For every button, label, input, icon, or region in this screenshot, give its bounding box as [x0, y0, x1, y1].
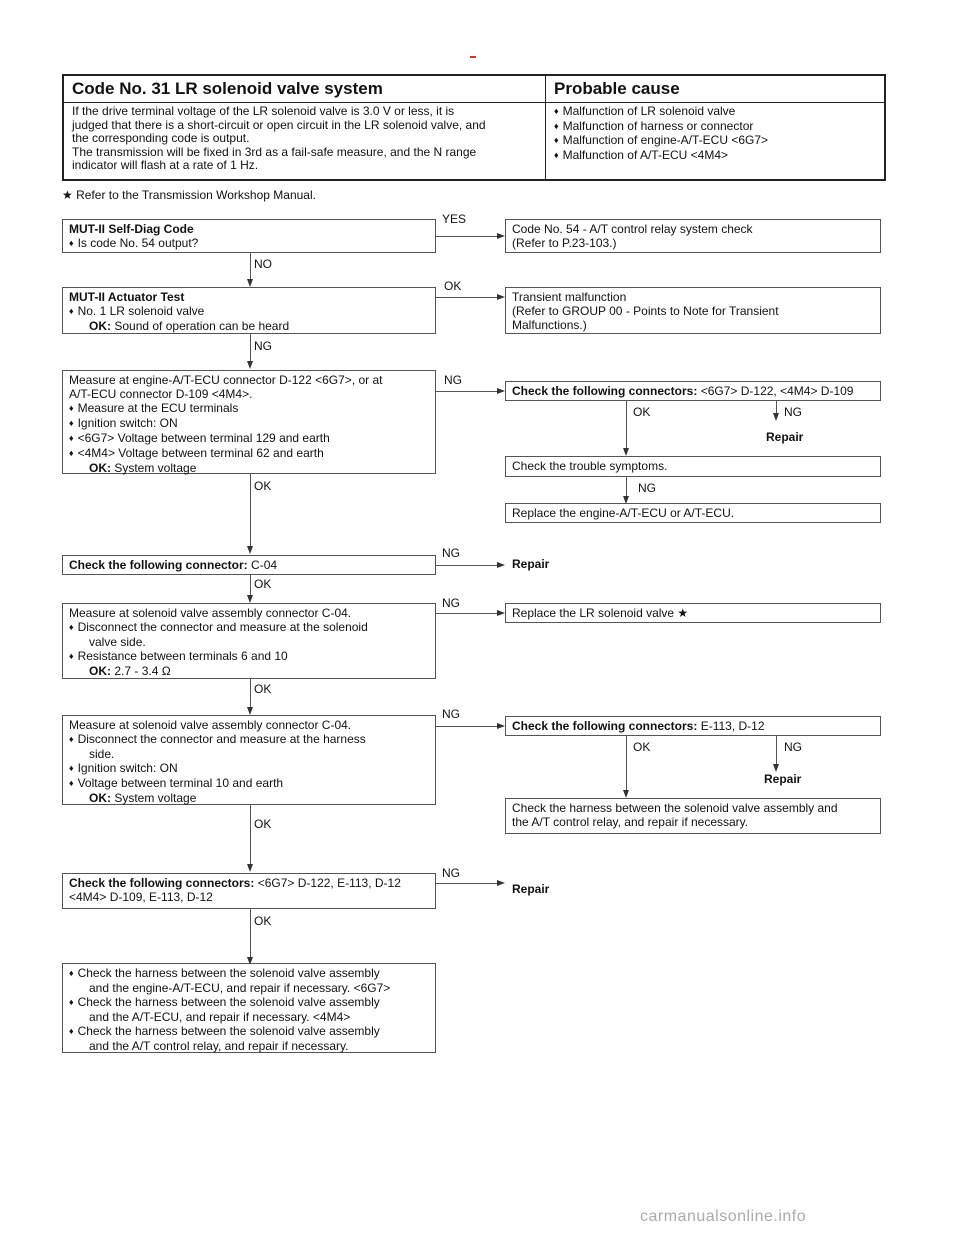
ng-label: NG [444, 373, 462, 387]
arrow-down [247, 707, 253, 715]
step-self-diag-code: MUT-II Self-Diag Code ♦ Is code No. 54 output? [62, 219, 436, 253]
arrow-down [623, 448, 629, 456]
ok-label: OK [633, 740, 651, 754]
connector-line [626, 477, 627, 496]
ng-label: NG [638, 481, 656, 495]
arrow-down [247, 546, 253, 554]
connector-line [436, 391, 498, 392]
step-measure-harness-voltage: Measure at solenoid valve assembly connector C-04. ♦ Disconnect the connector and measure at the harness side. ♦ Ignition switch: ON ♦ Voltage between terminal 10 and earth OK: System voltage [62, 715, 436, 805]
result-check-trouble-symptoms: Check the trouble symptoms. [505, 456, 881, 477]
step-measure-solenoid-resistance: Measure at solenoid valve assembly connector C-04. ♦ Disconnect the connector and measure at the solenoid valve side. ♦ Resistance between terminals 6 and 10 OK: 2.7 - 3.4 Ω [62, 603, 436, 679]
repair-label: Repair [512, 882, 550, 896]
step-check-connector-c04: Check the following connector: C-04 [62, 555, 436, 575]
connector-line [626, 736, 627, 790]
code-header-table [62, 74, 886, 181]
arrow-right [497, 233, 505, 239]
arrow-down [623, 790, 629, 798]
probable-cause-list [546, 103, 886, 180]
result-check-harness-relay: Check the harness between the solenoid valve assembly and the A/T control relay, and repair if necessary. [505, 798, 881, 834]
connector-line [436, 236, 498, 237]
footer-watermark: carmanualsonline.info [640, 1208, 807, 1225]
connector-line [436, 613, 498, 614]
repair-label: Repair [766, 430, 804, 444]
probable-cause-heading: Probable cause [546, 75, 886, 103]
result-replace-ecu: Replace the engine-A/T-ECU or A/T-ECU. [505, 503, 881, 523]
step-measure-ecu-connector: Measure at engine-A/T-ECU connector D-122 <6G7>, or at A/T-ECU connector D-109 <4M4>. ♦ Measure at the ECU terminals ♦ Ignition switch: ON ♦ <6G7> Voltage between terminal 129 and earth ♦ <4M4> Voltage between terminal 62 and earth OK: System voltage [62, 370, 436, 474]
no-label: NO [254, 257, 272, 271]
arrow-right [497, 610, 505, 616]
cause-item: ♦ Malfunction of engine-A/T-ECU <6G7> [554, 134, 876, 149]
ok-label: OK [254, 577, 272, 591]
result-transient-malfunction: Transient malfunction (Refer to GROUP 00 - Points to Note for Transient Malfunctions.) [505, 287, 881, 334]
ng-label: NG [254, 339, 272, 353]
arrow-down [773, 413, 779, 421]
arrow-down [773, 764, 779, 772]
workshop-manual-note: ★ Refer to the Transmission Workshop Manual. [62, 188, 316, 202]
result-check-ecu-connectors: Check the following connectors: <6G7> D-122, <4M4> D-109 [505, 381, 881, 401]
connector-line [436, 297, 498, 298]
ng-label: NG [442, 546, 460, 560]
ok-label: OK [444, 279, 462, 293]
result-code-54-check: Code No. 54 - A/T control relay system check (Refer to P.23-103.) [505, 219, 881, 253]
step-check-connectors-multi: Check the following connectors: <6G7> D-122, E-113, D-12 <4M4> D-109, E-113, D-12 [62, 873, 436, 909]
cause-item: ♦ Malfunction of LR solenoid valve [554, 105, 876, 120]
ng-label: NG [442, 866, 460, 880]
page-mark [470, 56, 476, 58]
arrow-right [497, 880, 505, 886]
ok-label: OK [254, 682, 272, 696]
connector-line [436, 726, 498, 727]
yes-label: YES [442, 212, 467, 226]
connector-line [250, 679, 251, 707]
ng-label: NG [784, 405, 802, 419]
ok-label: OK [633, 405, 651, 419]
connector-line [250, 909, 251, 957]
arrow-down [247, 864, 253, 872]
repair-label: Repair [512, 557, 550, 571]
arrow-right [497, 294, 505, 300]
arrow-down [247, 595, 253, 603]
connector-line [436, 883, 498, 884]
connector-line [626, 401, 627, 448]
result-check-e113-d12: Check the following connectors: E-113, D-12 [505, 716, 881, 736]
cause-item: ♦ Malfunction of A/T-ECU <4M4> [554, 149, 876, 164]
connector-line [250, 253, 251, 279]
connector-line [250, 805, 251, 864]
ng-label: NG [442, 596, 460, 610]
result-replace-lr-solenoid: Replace the LR solenoid valve ★ [505, 603, 881, 623]
arrow-right [497, 562, 505, 568]
ok-label: OK [254, 914, 272, 928]
code-title: Code No. 31 LR solenoid valve system [63, 75, 546, 103]
connector-line [436, 565, 498, 566]
arrow-right [497, 723, 505, 729]
ng-label: NG [784, 740, 802, 754]
connector-line [776, 736, 777, 764]
connector-line [250, 575, 251, 595]
step-check-harness-final: ♦ Check the harness between the solenoid valve assembly and the engine-A/T-ECU, and repair if necessary. <6G7> ♦ Check the harness between the solenoid valve assembly and the A/T-ECU, and repair if necessary. <4M4> ♦ Check the harness between the solenoid valve assembly and the A/T control relay, and repair if necessary. [62, 963, 436, 1053]
connector-line [250, 334, 251, 361]
connector-line [250, 474, 251, 546]
ok-label: OK [254, 479, 272, 493]
arrow-down [247, 279, 253, 287]
connector-line [776, 401, 777, 413]
ok-label: OK [254, 817, 272, 831]
ng-label: NG [442, 707, 460, 721]
code-description: If the drive terminal voltage of the LR solenoid valve is 3.0 V or less, it is judged that there is a short-circuit or open circuit in the LR solenoid valve, and the corresponding code is output. The transmission will be fixed in 3rd as a fail-safe measure, and the N range indicator will flash at a rate of 1 Hz. [63, 103, 546, 180]
cause-item: ♦ Malfunction of harness or connector [554, 120, 876, 135]
arrow-down [247, 361, 253, 369]
step-actuator-test: MUT-II Actuator Test ♦ No. 1 LR solenoid valve OK: Sound of operation can be heard [62, 287, 436, 334]
arrow-right [497, 388, 505, 394]
repair-label: Repair [764, 772, 802, 786]
